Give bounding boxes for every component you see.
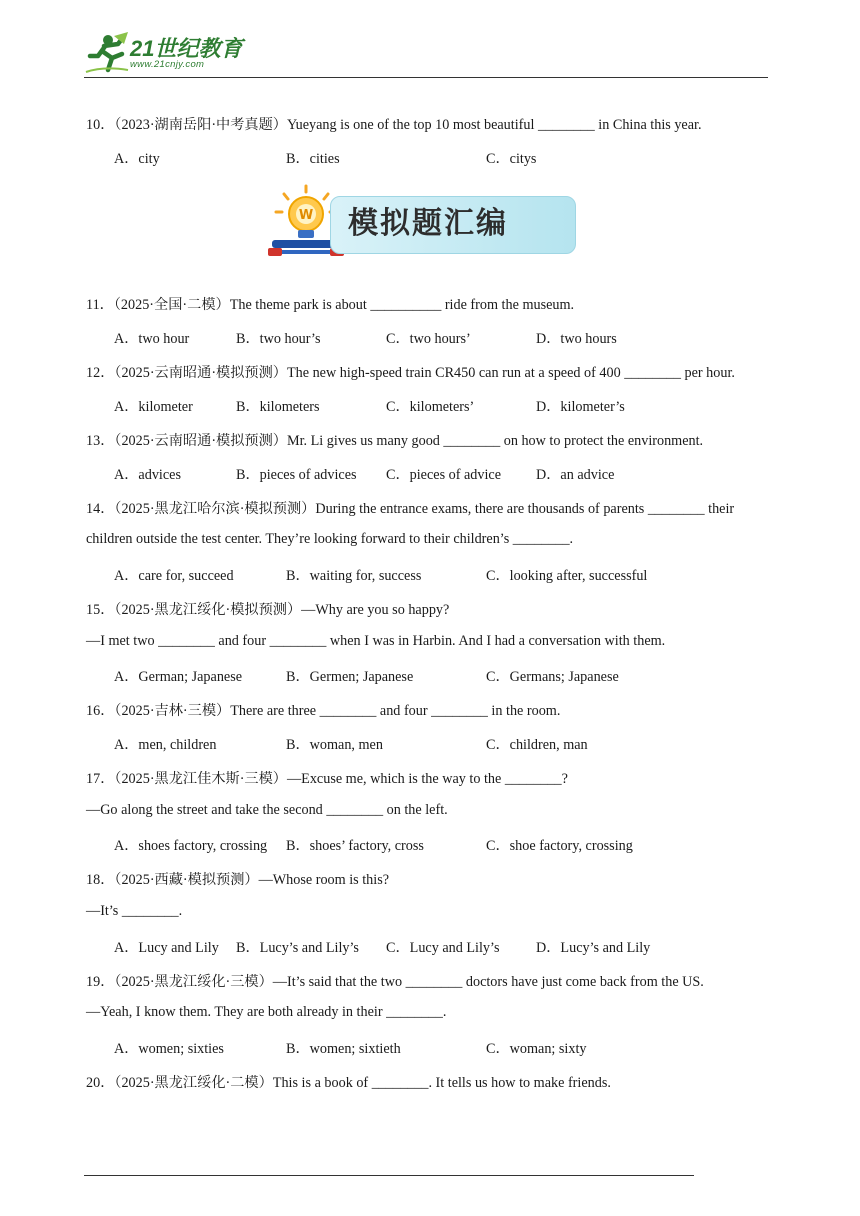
question-15-line-2: —I met two ________ and four ________ when I was in Harbin. And I had a conversation with them.: [86, 633, 666, 649]
option-d: D．two hours: [536, 331, 617, 347]
question-19-options: [0, 1038, 860, 1058]
runner-logo-icon: [84, 32, 130, 76]
option-c: C．Lucy and Lily’s: [386, 940, 500, 956]
section-title: 模拟题汇编: [348, 206, 508, 241]
question-16-options: [0, 734, 860, 754]
option-a: A．men, children: [114, 737, 217, 753]
option-d: D．an advice: [536, 467, 615, 483]
site-logo: [84, 32, 130, 76]
header-divider: [84, 77, 768, 78]
option-a: A．care for, succeed: [114, 568, 234, 584]
option-c: C．woman; sixty: [486, 1041, 587, 1057]
option-a: A．shoes factory, crossing: [114, 838, 268, 854]
question-10-options: [0, 148, 860, 168]
option-a: A．advices: [114, 467, 181, 483]
question-11: 11．（2025·全国·二模）The theme park is about __________ ride from the museum.: [86, 297, 575, 313]
option-c: C．citys: [486, 151, 537, 167]
logo-url: www.21cnjy.com: [130, 59, 205, 70]
question-14-line-1: 14．（2025·黑龙江哈尔滨·模拟预测）During the entrance exams, there are thousands of parents ________ their: [86, 501, 735, 517]
option-c: C．Germans; Japanese: [486, 669, 619, 685]
option-c: C．kilometers’: [386, 399, 475, 415]
option-b: B．Germen; Japanese: [286, 669, 414, 685]
question-20: 20．（2025·黑龙江绥化·二模）This is a book of ________. It tells us how to make friends.: [86, 1075, 611, 1091]
question-18-options: [0, 937, 860, 957]
option-c: C．children, man: [486, 737, 588, 753]
logo-title: 21世纪教育: [130, 36, 243, 61]
option-a: A．German; Japanese: [114, 669, 243, 685]
option-a: A．Lucy and Lily: [114, 940, 219, 956]
option-b: B．Lucy’s and Lily’s: [236, 940, 359, 956]
question-19-line-2: —Yeah, I know them. They are both already in their ________.: [86, 1004, 447, 1020]
option-b: B．cities: [286, 151, 340, 167]
option-b: B．woman, men: [286, 737, 383, 753]
question-18-line-2: —It’s ________.: [86, 903, 183, 919]
option-b: B．waiting for, success: [286, 568, 422, 584]
question-19-line-1: 19．（2025·黑龙江绥化·三模）—It’s said that the two ________ doctors have just come back from the US.: [86, 974, 704, 990]
footer-divider: [84, 1175, 694, 1176]
svg-text:W: W: [298, 208, 314, 223]
option-b: B．kilometers: [236, 399, 320, 415]
question-14-line-2: children outside the test center. They’re looking forward to their children’s ________.: [86, 531, 574, 547]
option-c: C．pieces of advice: [386, 467, 502, 483]
question-12-options: [0, 396, 860, 416]
option-b: B．pieces of advices: [236, 467, 357, 483]
question-15-options: [0, 666, 860, 686]
page-header: [84, 30, 768, 78]
question-17-line-2: —Go along the street and take the second ________ on the left.: [86, 802, 448, 818]
option-a: A．city: [114, 151, 160, 167]
question-10: 10．（2023·湖南岳阳·中考真题）Yueyang is one of the top 10 most beautiful ________ in China this year.: [86, 117, 702, 133]
question-18-line-1: 18．（2025·西藏·模拟预测）—Whose room is this?: [86, 872, 390, 888]
option-a: A．kilometer: [114, 399, 193, 415]
question-11-options: [0, 328, 860, 348]
option-c: C．two hours’: [386, 331, 471, 347]
option-d: D．Lucy’s and Lily: [536, 940, 651, 956]
option-a: A．two hour: [114, 331, 190, 347]
question-13-options: [0, 464, 860, 484]
option-c: C．looking after, successful: [486, 568, 648, 584]
question-17-options: [0, 835, 860, 855]
question-13: 13．（2025·云南昭通·模拟预测）Mr. Li gives us many good ________ on how to protect the environment.: [86, 433, 704, 449]
question-16: 16．（2025·吉林·三模）There are three ________ and four ________ in the room.: [86, 703, 561, 719]
question-15-line-1: 15．（2025·黑龙江绥化·模拟预测）—Why are you so happy?: [86, 602, 450, 618]
question-14-options: [0, 565, 860, 585]
section-banner: [266, 184, 574, 260]
option-c: C．shoe factory, crossing: [486, 838, 633, 854]
option-b: B．shoes’ factory, cross: [286, 838, 424, 854]
option-b: B．women; sixtieth: [286, 1041, 401, 1057]
question-17-line-1: 17．（2025·黑龙江佳木斯·三模）—Excuse me, which is the way to the ________?: [86, 771, 568, 787]
option-d: D．kilometer’s: [536, 399, 625, 415]
option-a: A．women; sixties: [114, 1041, 224, 1057]
option-b: B．two hour’s: [236, 331, 321, 347]
question-12: 12．（2025·云南昭通·模拟预测）The new high-speed train CR450 can run at a speed of 400 ________ per hour.: [86, 365, 735, 381]
